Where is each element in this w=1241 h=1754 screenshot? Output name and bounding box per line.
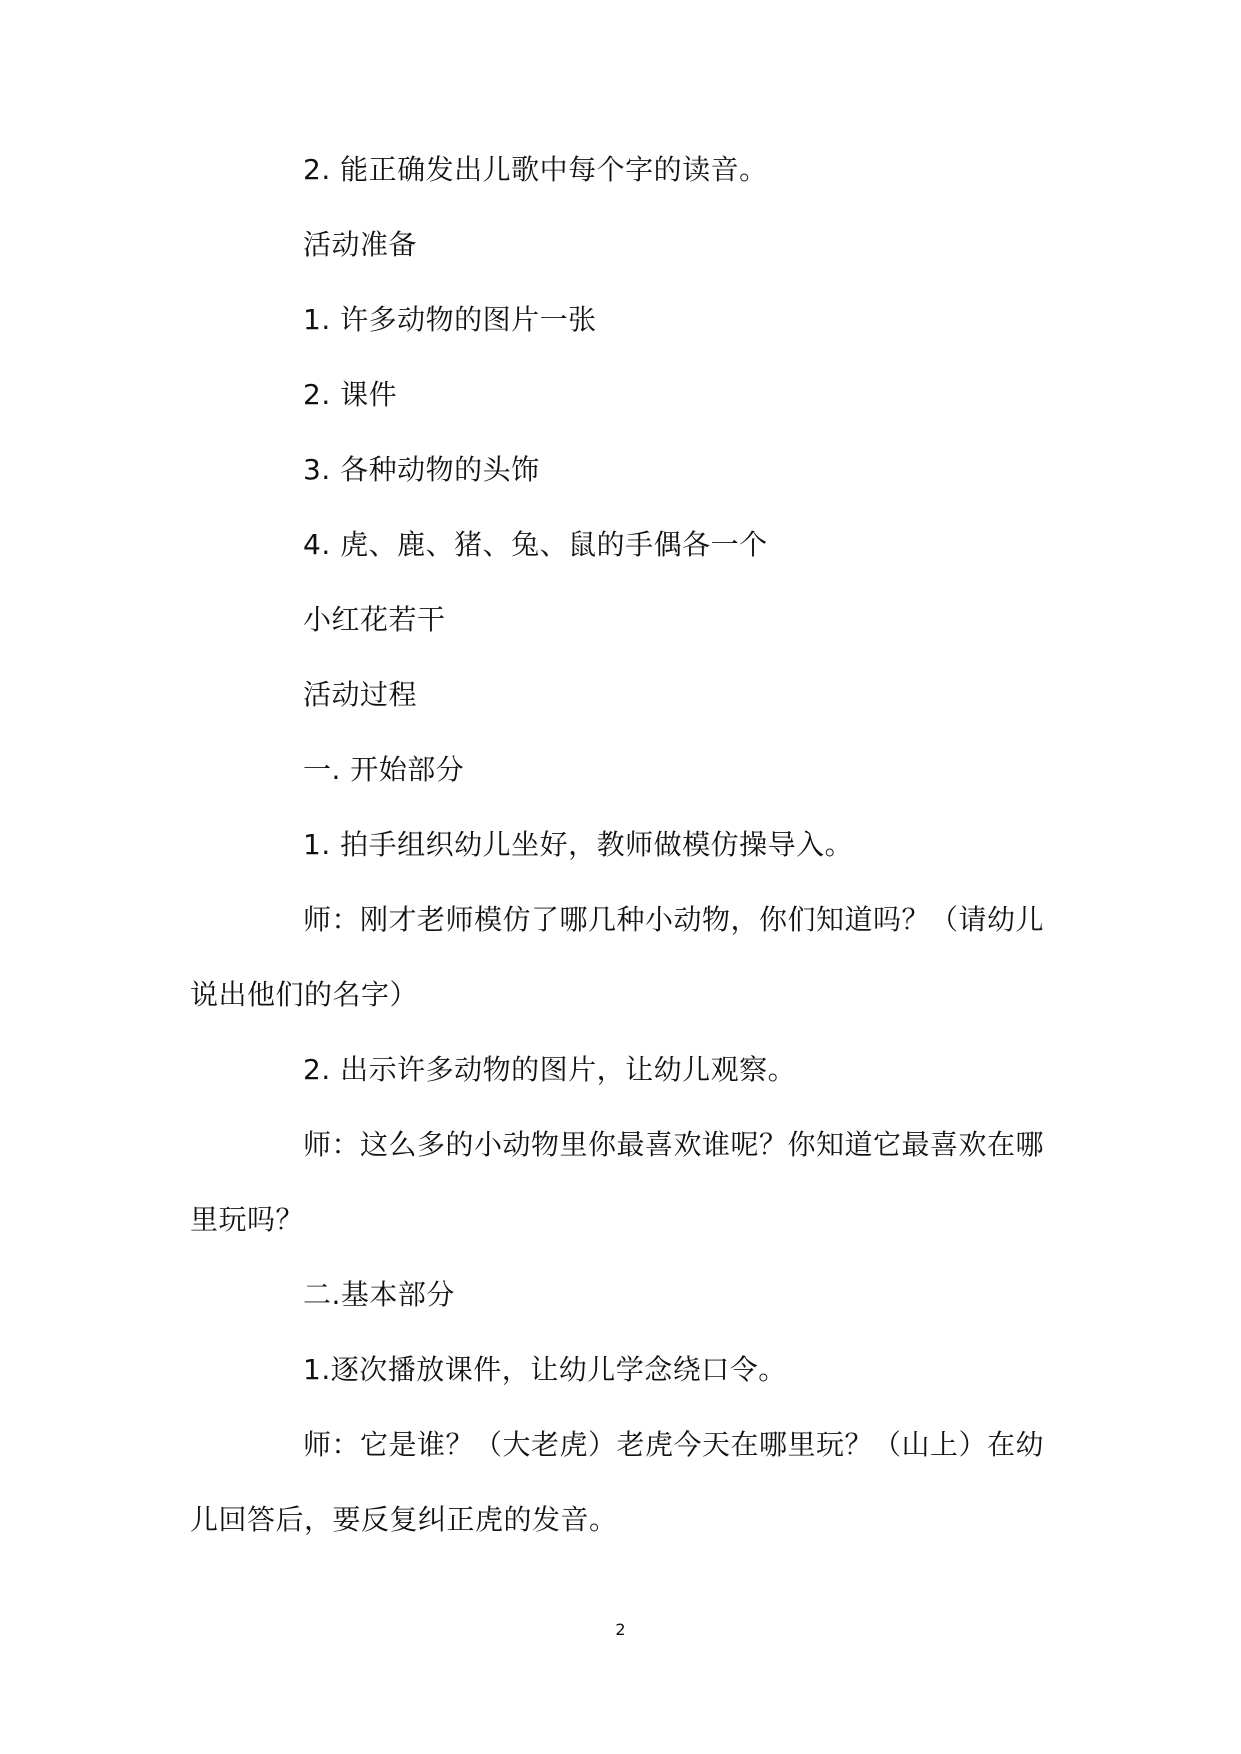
section-heading: 二.基本部分 — [303, 1278, 455, 1311]
text-line: 师：刚才老师模仿了哪几种小动物，你们知道吗？（请幼儿 — [303, 903, 1045, 936]
text-line: 里玩吗？ — [190, 1203, 305, 1236]
section-heading: 活动过程 — [303, 678, 418, 711]
list-item: 3. 各种动物的头饰 — [303, 453, 540, 486]
list-item: 2. 出示许多动物的图片，让幼儿观察。 — [303, 1053, 797, 1086]
list-item: 1. 拍手组织幼儿坐好，教师做模仿操导入。 — [303, 828, 854, 861]
text-line: 小红花若干 — [303, 603, 446, 636]
section-heading: 一. 开始部分 — [303, 753, 465, 786]
text-line: 说出他们的名字） — [190, 978, 419, 1011]
list-item: 2. 课件 — [303, 378, 398, 411]
page-number: 2 — [615, 1620, 626, 1639]
text-line: 儿回答后，要反复纠正虎的发音。 — [190, 1503, 618, 1536]
text-line: 师：它是谁？（大老虎）老虎今天在哪里玩？（山上）在幼 — [303, 1428, 1045, 1461]
text-line: 2. 能正确发出儿歌中每个字的读音。 — [303, 153, 768, 186]
list-item: 4. 虎、鹿、猪、兔、鼠的手偶各一个 — [303, 528, 768, 561]
list-item: 1.逐次播放课件，让幼儿学念绕口令。 — [303, 1353, 787, 1386]
text-line: 师：这么多的小动物里你最喜欢谁呢？你知道它最喜欢在哪 — [303, 1128, 1045, 1161]
section-heading: 活动准备 — [303, 228, 418, 261]
list-item: 1. 许多动物的图片一张 — [303, 303, 597, 336]
